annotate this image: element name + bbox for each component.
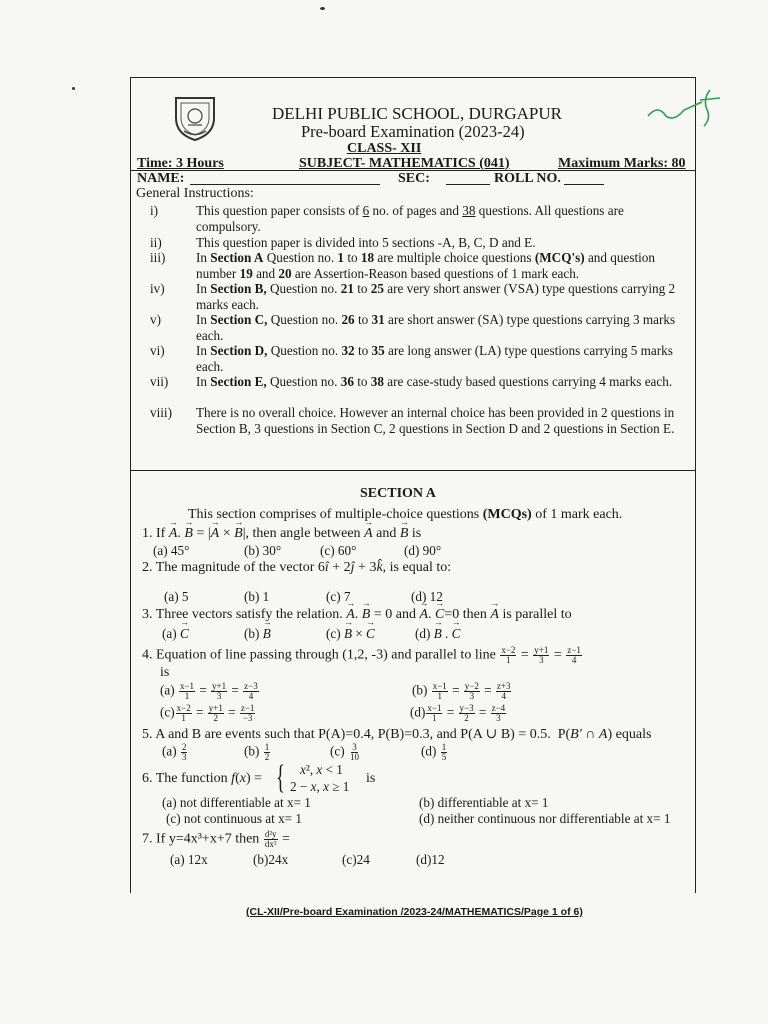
q2-option-c: (c) 7 bbox=[326, 589, 351, 604]
piecewise-brace: { bbox=[276, 759, 285, 796]
school-name: DELHI PUBLIC SCHOOL, DURGAPUR bbox=[272, 104, 562, 123]
school-crest-logo bbox=[170, 94, 220, 142]
question-7-stem: 7. If y=4x³+x+7 then $\frac{\text{d²y}}{\text{dx²}}$ = bbox=[142, 829, 290, 849]
instruction-text: This question paper consists of 6 no. of pages and 38 questions. All questions are compulsory. bbox=[196, 203, 624, 234]
q6-is: is bbox=[366, 771, 376, 786]
q3-option-b: (b) → B bbox=[244, 626, 271, 642]
instruction-text: In Section D, Question no. 32 to 35 are long answer (LA) type questions carrying 5 marks each. bbox=[196, 343, 673, 374]
q5-option-a: (a) $\frac{2}{3}$ bbox=[162, 742, 187, 762]
q3-option-a: (a) → C bbox=[162, 626, 189, 642]
question-2-stem: 2. The magnitude of the vector 6î + 2ĵ + 3k̂, is equal to: bbox=[142, 560, 452, 575]
q2-option-a: (a) 5 bbox=[164, 589, 189, 604]
q6-case-1: x², x < 1 bbox=[300, 762, 343, 777]
q5-option-c: (c) $\frac{3}{10}$ bbox=[330, 742, 359, 762]
q6-option-d: (d) neither continuous nor differentiable at x= 1 bbox=[419, 811, 671, 826]
q5-option-b: (b) $\frac{1}{2}$ bbox=[244, 742, 270, 762]
name-label: NAME: bbox=[137, 171, 185, 186]
class-label: CLASS- XII bbox=[347, 141, 422, 156]
q7-option-d: (d)12 bbox=[416, 852, 445, 867]
section-a-intro: This section comprises of multiple-choice questions (MCQs) of 1 mark each. bbox=[188, 507, 623, 522]
q6-option-a: (a) not differentiable at x= 1 bbox=[162, 795, 311, 810]
q1-option-d: (d) 90° bbox=[404, 543, 442, 558]
q1-option-a: (a) 45° bbox=[153, 543, 190, 558]
q4-option-a: (a) $\frac{x-1}{1}$ = $\frac{y+1}{3}$ = $\frac{z-3}{4}$ bbox=[160, 681, 258, 701]
q3-option-c: (c) → B × → C bbox=[326, 626, 375, 642]
instruction-number: viii) bbox=[150, 405, 172, 420]
handwritten-mark bbox=[644, 86, 722, 128]
header-underline bbox=[130, 170, 696, 171]
section-a-title: SECTION A bbox=[360, 486, 436, 501]
q7-option-a: (a) 12x bbox=[170, 852, 208, 867]
max-marks-label: Maximum Marks: 80 bbox=[558, 156, 686, 171]
instruction-number: iii) bbox=[150, 250, 166, 265]
q5-option-d: (d) $\frac{1}{5}$ bbox=[421, 742, 447, 762]
q4-option-c: (c) $\frac{x-2}{1}$ = $\frac{y+1}{2}$ = $\frac{z-1}{-3}$ bbox=[160, 703, 255, 723]
q2-option-d: (d) 12 bbox=[411, 589, 443, 604]
q7-option-c: (c)24 bbox=[342, 852, 370, 867]
question-3-stem: 3. Three vectors satisfy the relation. → A. → B = 0 and → A. → C=0 then → A is parallel to bbox=[142, 607, 572, 623]
instruction-number: ii) bbox=[150, 235, 162, 250]
time-label: Time: 3 Hours bbox=[137, 156, 224, 171]
instruction-number: i) bbox=[150, 203, 159, 218]
name-blank[interactable] bbox=[190, 184, 380, 185]
q4-option-d: (d) $\frac{x-1}{1}$ = $\frac{y-3}{2}$ = $\frac{z-4}{3}$ bbox=[410, 703, 506, 723]
q6-option-b: (b) differentiable at x= 1 bbox=[419, 795, 549, 810]
instruction-text: In Section B, Question no. 21 to 25 are very short answer (VSA) type questions carrying 2 marks each. bbox=[196, 281, 676, 312]
instruction-number: iv) bbox=[150, 281, 165, 296]
instruction-number: vii) bbox=[150, 374, 169, 389]
subject-label: SUBJECT- MATHEMATICS (041) bbox=[299, 156, 510, 171]
sec-blank[interactable] bbox=[446, 184, 490, 185]
q1-option-b: (b) 30° bbox=[244, 543, 282, 558]
instruction-text: In Section E, Question no. 36 to 38 are case-study based questions carrying 4 marks each. bbox=[196, 374, 673, 389]
question-5-stem: 5. A and B are events such that P(A)=0.4, P(B)=0.3, and P(A ∪ B) = 0.5. P(B′ ∩ A) equals bbox=[142, 727, 652, 742]
exam-title: Pre-board Examination (2023-24) bbox=[301, 122, 525, 141]
question-1-stem: 1. If → A. → B = |→ A × → B|, then angle between → A and → B is bbox=[142, 526, 421, 542]
sec-label: SEC: bbox=[398, 171, 430, 186]
instruction-text: There is no overall choice. However an internal choice has been provided in 2 questions in Section B, 3 questions in Section C, 2 questions in Section D and 2 questions in Section E. bbox=[196, 405, 675, 436]
roll-label: ROLL NO. bbox=[494, 171, 561, 186]
divider-line bbox=[130, 470, 696, 471]
scan-speck bbox=[72, 87, 75, 90]
q6-option-c: (c) not continuous at x= 1 bbox=[166, 811, 302, 826]
instruction-number: vi) bbox=[150, 343, 165, 358]
q2-option-b: (b) 1 bbox=[244, 589, 270, 604]
q4-is: is bbox=[160, 665, 170, 680]
question-6-stem: 6. The function f(x) = bbox=[142, 771, 263, 786]
question-4-stem: 4. Equation of line passing through (1,2, -3) and parallel to line $\frac{x-2}{1}$ = $\frac{y+1}{3}$ = $\frac{z-1}{4}$ bbox=[142, 645, 581, 665]
page-footer: (CL-XII/Pre-board Examination /2023-24/MATHEMATICS/Page 1 of 6) bbox=[246, 906, 583, 918]
scan-speck bbox=[320, 7, 325, 10]
instruction-text: In Section A Question no. 1 to 18 are multiple choice questions (MCQ's) and question number 19 and 20 are Assertion-Reason based questions of 1 mark each. bbox=[196, 250, 655, 281]
q1-option-c: (c) 60° bbox=[320, 543, 357, 558]
roll-blank[interactable] bbox=[564, 184, 604, 185]
q3-option-d: (d) → B . → C bbox=[415, 626, 460, 642]
instruction-text: This question paper is divided into 5 sections -A, B, C, D and E. bbox=[196, 235, 536, 250]
instruction-text: In Section C, Question no. 26 to 31 are short answer (SA) type questions carrying 3 marks each. bbox=[196, 312, 676, 343]
instructions-title: General Instructions: bbox=[136, 186, 254, 201]
instruction-number: v) bbox=[150, 312, 161, 327]
q7-option-b: (b)24x bbox=[253, 852, 289, 867]
q4-option-b: (b) $\frac{x-1}{1}$ = $\frac{y-2}{3}$ = $\frac{z+3}{4}$ bbox=[412, 681, 511, 701]
q6-case-2: 2 − x, x ≥ 1 bbox=[290, 779, 350, 794]
